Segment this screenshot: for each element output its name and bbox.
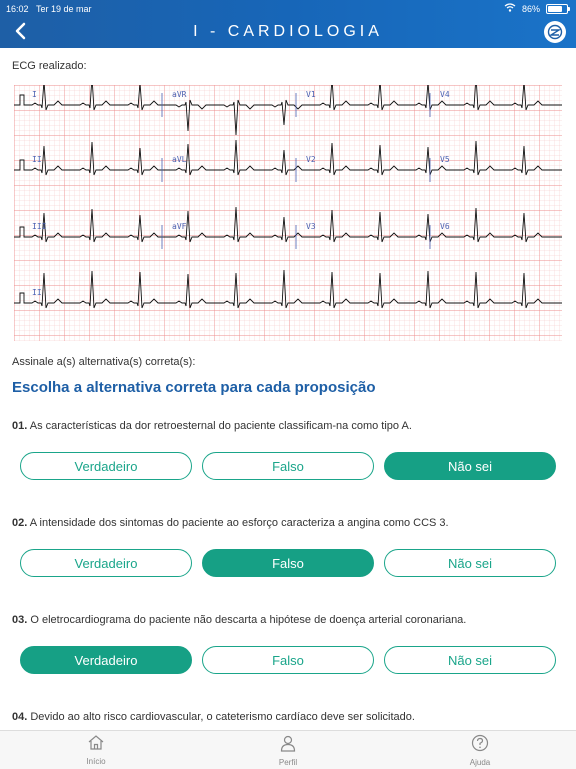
status-right: [504, 0, 568, 18]
battery-fill: [548, 6, 562, 12]
ecg-lead-label: III: [32, 222, 47, 231]
user-icon: [279, 734, 297, 757]
ecg-image: [14, 85, 562, 341]
q1-option-nao-sei[interactable]: Não sei: [384, 452, 556, 480]
tab-ajuda[interactable]: [420, 734, 540, 767]
ecg-lead-label: V4: [440, 90, 450, 99]
question-3-text: O eletrocardiograma do paciente não descarta a hipótese de doença arterial coronariana.: [30, 614, 467, 626]
question-3-options: [20, 646, 556, 676]
question-1-text: As características da dor retroesternal do paciente classificam-na como tipo A.: [29, 420, 412, 432]
tab-bar: [0, 730, 576, 769]
question-2-text: A intensidade dos sintomas do paciente ao esforço caracteriza a angina como CCS 3.: [29, 517, 449, 529]
ecg-lead-label: II: [32, 155, 42, 164]
ecg-lead-label: V5: [440, 155, 450, 164]
question-2: [12, 517, 449, 529]
ecg-lead-label: V2: [306, 155, 316, 164]
q2-option-verdadeiro[interactable]: Verdadeiro: [20, 549, 192, 577]
tab-ajuda-label: Ajuda: [469, 757, 491, 767]
question-2-number: 02.: [12, 517, 28, 529]
home-icon: [87, 734, 105, 756]
help-icon: [471, 734, 489, 757]
question-3: [12, 614, 466, 626]
status-date: Ter 19 de mar: [36, 4, 92, 14]
ecg-lead-label: I: [32, 90, 37, 99]
tab-perfil-label: Perfil: [278, 757, 298, 767]
question-4-text: Devido ao alto risco cardiovascular, o cateterismo cardíaco deve ser solicitado.: [30, 711, 415, 723]
q3-option-nao-sei[interactable]: Não sei: [384, 646, 556, 674]
question-1: [12, 420, 412, 432]
battery-percent: 86%: [521, 4, 540, 14]
ecg-svg: [14, 85, 562, 341]
ecg-lead-label: aVL: [172, 155, 187, 164]
ecg-lead-label: aVF: [172, 222, 187, 231]
status-bar: [0, 0, 576, 18]
q3-option-falso[interactable]: Falso: [202, 646, 374, 674]
q2-option-nao-sei[interactable]: Não sei: [384, 549, 556, 577]
ecg-caption: ECG realizado:: [12, 60, 87, 72]
tab-inicio[interactable]: [36, 734, 156, 766]
question-1-options: [20, 452, 556, 482]
q1-option-verdadeiro[interactable]: Verdadeiro: [20, 452, 192, 480]
q2-option-falso[interactable]: Falso: [202, 549, 374, 577]
q1-option-falso[interactable]: Falso: [202, 452, 374, 480]
question-2-options: [20, 549, 556, 579]
nav-bar: [0, 18, 576, 48]
ecg-lead-label: V3: [306, 222, 316, 231]
section-title: Escolha a alternativa correta para cada proposição: [12, 379, 376, 396]
question-4-number: 04.: [12, 711, 28, 723]
tab-inicio-label: Início: [86, 757, 106, 766]
question-3-number: 03.: [12, 614, 28, 626]
ecg-lead-label: aVR: [172, 90, 187, 99]
page-title: I - CARDIOLOGIA: [193, 23, 383, 40]
question-4: [12, 711, 415, 723]
prompt-text: Assinale a(s) alternativa(s) correta(s):: [12, 356, 196, 368]
top-bar: [0, 0, 576, 48]
q3-option-verdadeiro[interactable]: Verdadeiro: [20, 646, 192, 674]
ecg-lead-label: II: [32, 288, 42, 297]
status-time: 16:02: [6, 4, 29, 14]
battery-icon: [546, 4, 568, 14]
question-1-number: 01.: [12, 420, 28, 432]
ecg-lead-label: V6: [440, 222, 450, 231]
ecg-lead-label: V1: [306, 90, 316, 99]
tab-perfil[interactable]: [228, 734, 348, 767]
app-logo-icon[interactable]: [544, 21, 566, 43]
wifi-icon: [504, 0, 516, 18]
